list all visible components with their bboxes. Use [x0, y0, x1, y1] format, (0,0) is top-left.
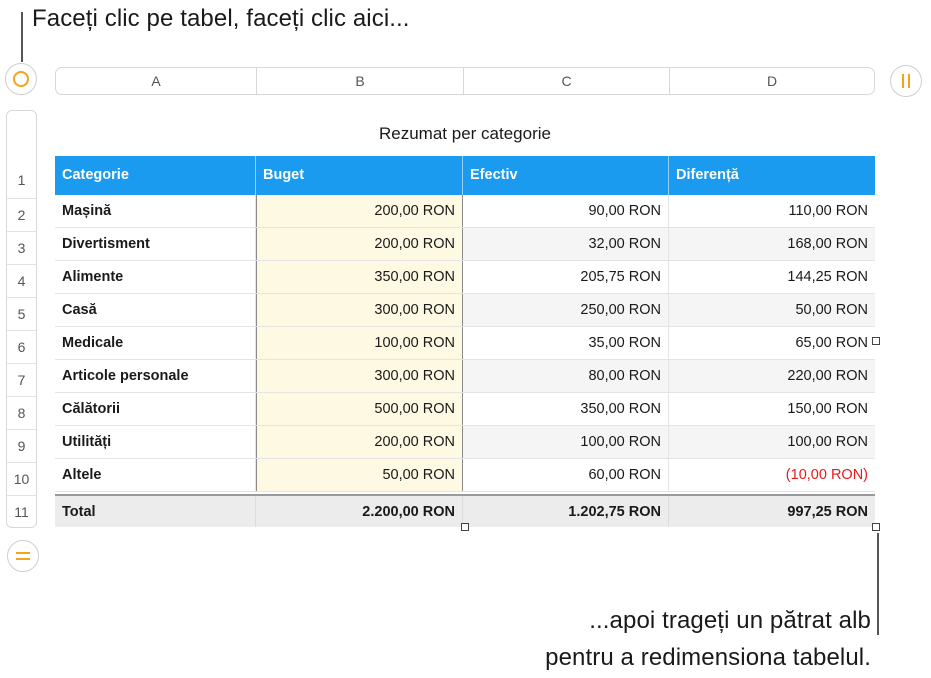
table-cell-buget[interactable]: 200,00 RON [256, 228, 463, 260]
table-header-row[interactable] [55, 156, 875, 195]
table-cell-buget[interactable]: 300,00 RON [256, 294, 463, 326]
header-cell-categorie[interactable]: Categorie [55, 156, 256, 195]
callout-top-leader [21, 12, 23, 62]
table-row[interactable] [55, 393, 875, 426]
total-diferenta-cell[interactable]: 997,25 RON [669, 496, 875, 527]
table-cell-efectiv[interactable]: 250,00 RON [463, 294, 669, 326]
total-label-cell[interactable]: Total [55, 496, 256, 527]
row-header-9[interactable]: 9 [7, 429, 36, 462]
circle-icon [6, 64, 36, 94]
resize-handle-bottom[interactable] [461, 523, 469, 531]
table-cell-categorie[interactable]: Altele [55, 459, 256, 491]
column-header-a[interactable]: A [56, 68, 257, 94]
row-header-7[interactable]: 7 [7, 363, 36, 396]
table-cell-efectiv[interactable]: 60,00 RON [463, 459, 669, 491]
row-header-6[interactable]: 6 [7, 330, 36, 363]
table-cell-buget[interactable]: 50,00 RON [256, 459, 463, 491]
table-cell-buget[interactable]: 100,00 RON [256, 327, 463, 359]
table-row[interactable] [55, 195, 875, 228]
table-cell-diferenta[interactable]: 144,25 RON [787, 269, 868, 285]
table-row[interactable] [55, 360, 875, 393]
table-cell-efectiv[interactable]: 35,00 RON [463, 327, 669, 359]
table-cell-diferenta[interactable]: 220,00 RON [669, 360, 875, 392]
table-cell-categorie[interactable]: Articole personale [55, 360, 256, 392]
total-efectiv-cell[interactable]: 1.202,75 RON [463, 496, 669, 527]
table-title[interactable]: Rezumat per categorie [379, 124, 551, 143]
table-cell-categorie[interactable]: Medicale [55, 327, 256, 359]
table-cell-buget[interactable]: 300,00 RON [256, 360, 463, 392]
header-cell-efectiv[interactable]: Efectiv [463, 156, 669, 195]
table-cell-diferenta[interactable]: 65,00 RON [795, 335, 868, 351]
table-cell-diferenta[interactable]: 110,00 RON [788, 203, 868, 219]
table-cell-categorie[interactable]: Casă [55, 294, 256, 326]
table-cell-efectiv[interactable]: 350,00 RON [463, 393, 669, 425]
equals-icon [8, 541, 38, 571]
select-table-button[interactable] [5, 63, 37, 95]
table-cell-diferenta[interactable]: 50,00 RON [669, 294, 875, 326]
header-cell-diferenta[interactable]: Diferență [669, 156, 875, 195]
add-row-button[interactable] [7, 540, 39, 572]
table-row[interactable] [55, 261, 875, 294]
table-row[interactable] [55, 459, 875, 492]
row-header-2[interactable]: 2 [7, 198, 36, 231]
table-cell-efectiv[interactable]: 100,00 RON [463, 426, 669, 458]
table-cell-efectiv[interactable]: 90,00 RON [463, 195, 669, 227]
table-row[interactable] [55, 327, 875, 360]
resize-handle-right[interactable] [872, 337, 880, 345]
table-row[interactable] [55, 228, 875, 261]
row-header-4[interactable]: 4 [7, 264, 36, 297]
pause-bars-icon [891, 66, 921, 96]
table-cell-buget[interactable]: 500,00 RON [256, 393, 463, 425]
total-buget-cell[interactable]: 2.200,00 RON [256, 496, 463, 527]
table-row[interactable] [55, 294, 875, 327]
table-cell-categorie[interactable]: Utilități [55, 426, 256, 458]
row-header-3[interactable]: 3 [7, 231, 36, 264]
table-cell-efectiv[interactable]: 32,00 RON [463, 228, 669, 260]
table-row[interactable] [55, 426, 875, 459]
column-header-d[interactable]: D [766, 73, 778, 89]
header-cell-buget[interactable]: Buget [256, 156, 463, 195]
row-header-bar [6, 110, 37, 528]
add-column-button[interactable] [890, 65, 922, 97]
table-cell-diferenta[interactable]: 168,00 RON [669, 228, 875, 260]
table-cell-categorie[interactable]: Alimente [55, 261, 256, 293]
table-cell-efectiv[interactable]: 205,75 RON [463, 261, 669, 293]
column-header-bar [55, 67, 875, 95]
row-header-11[interactable]: 11 [7, 495, 36, 528]
row-header-8[interactable]: 8 [7, 396, 36, 429]
callout-top: Faceți clic pe tabel, faceți clic aici... [32, 5, 410, 32]
table-cell-categorie[interactable]: Călătorii [55, 393, 256, 425]
column-header-b[interactable]: B [257, 68, 464, 94]
table-cell-efectiv[interactable]: 80,00 RON [463, 360, 669, 392]
callout-bottom-line2: pentru a redimensiona tabelul. [545, 644, 871, 671]
table-cell-categorie[interactable]: Mașină [55, 195, 256, 227]
row-header-10[interactable]: 10 [7, 462, 36, 495]
table-cell-buget[interactable]: 200,00 RON [256, 426, 463, 458]
table-cell-categorie[interactable]: Divertisment [55, 228, 256, 260]
resize-handle-corner[interactable] [872, 523, 880, 531]
table-cell-buget[interactable]: 200,00 RON [256, 195, 463, 227]
table-cell-diferenta[interactable]: 150,00 RON [787, 401, 868, 417]
table-cell-buget[interactable]: 350,00 RON [256, 261, 463, 293]
callout-bottom-line1: ...apoi trageți un pătrat alb [589, 607, 871, 634]
callout-bottom-leader [877, 533, 879, 635]
column-header-c[interactable]: C [464, 68, 670, 94]
table-cell-diferenta[interactable]: (10,00 RON) [785, 467, 868, 483]
table-cell-diferenta[interactable]: 100,00 RON [669, 426, 875, 458]
row-header-1[interactable]: 1 [17, 172, 26, 188]
row-header-5[interactable]: 5 [7, 297, 36, 330]
